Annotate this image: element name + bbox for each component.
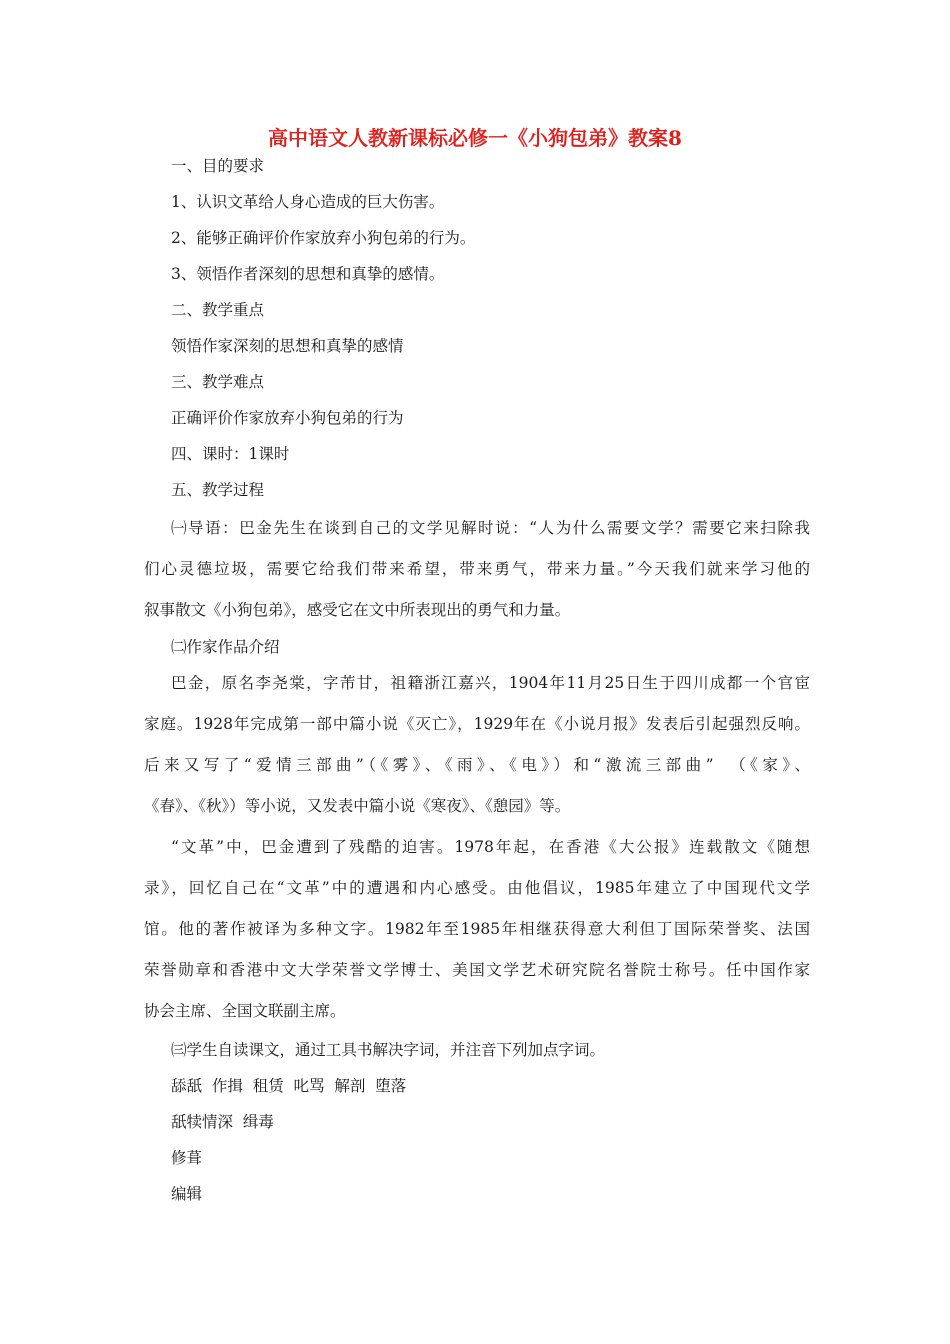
author-heading: ㈡作家作品介绍 [171, 638, 280, 656]
paragraph-line: 馆。他的著作被译为多种文字。1982年至1985年相继获得意大利但丁国际荣誉奖、法国 [144, 920, 810, 938]
key-points-text: 领悟作家深刻的思想和真挚的感情 [171, 337, 404, 355]
section-heading-class-hours: 四、课时：1课时 [171, 445, 290, 463]
paragraph-line: 家庭。1928年完成第一部中篇小说《灭亡》，1929年在《小说月报》发表后引起强烈反响。 [144, 715, 810, 733]
vocab-line: 舐犊情深 缉毒 [171, 1113, 274, 1131]
section-heading-process: 五、教学过程 [171, 481, 265, 499]
bio-paragraph-2 [144, 827, 810, 1032]
section-heading-difficulties: 三、教学难点 [171, 373, 265, 391]
section-heading-objectives: 一、目的要求 [171, 157, 265, 175]
vocab-line: 修葺 [171, 1149, 203, 1167]
objective-item: 2、能够正确评价作家放弃小狗包弟的行为。 [171, 229, 476, 247]
paragraph-line: 们心灵德垃圾，需要它给我们带来希望，带来勇气，带来力量。”今天我们就来学习他的 [144, 560, 810, 578]
difficulties-text: 正确评价作家放弃小狗包弟的行为 [171, 409, 404, 427]
paragraph-line: 录》，回忆自己在“文革”中的遭遇和内心感受。由他倡议，1985年建立了中国现代文学 [144, 879, 810, 897]
objective-item: 1、认识文革给人身心造成的巨大伤害。 [171, 193, 445, 211]
paragraph-line: 《春》、《秋》）等小说，又发表中篇小说《寒夜》、《憩园》等。 [144, 797, 571, 815]
paragraph-line: 协会主席、全国文联副主席。 [144, 1002, 346, 1020]
paragraph-line: 巴金，原名李尧棠，字芾甘，祖籍浙江嘉兴，1904年11月25日生于四川成都一个官宦 [171, 674, 810, 692]
paragraph-line: “文革”中，巴金遭到了残酷的迫害。1978年起，在香港《大公报》连载散文《随想 [171, 838, 810, 856]
paragraph-line: 后来又写了“爱情三部曲”（《雾》、《雨》、《电》）和“激流三部曲” （《家》、 [144, 756, 810, 774]
document-title: 高中语文人教新课标必修一《小狗包弟》教案8 [268, 126, 682, 150]
paragraph-line: 叙事散文《小狗包弟》，感受它在文中所表现出的勇气和力量。 [144, 601, 571, 619]
section-heading-key-points: 二、教学重点 [171, 301, 265, 319]
paragraph-line: ㈠导语：巴金先生在谈到自己的文学见解时说：“人为什么需要文学？需要它来扫除我 [171, 519, 810, 537]
vocab-line: 编辑 [171, 1185, 203, 1203]
bio-paragraph-1 [144, 663, 810, 827]
reading-heading: ㈢学生自读课文，通过工具书解决字词，并注音下列加点字词。 [171, 1041, 606, 1059]
paragraph-line: 荣誉勋章和香港中文大学荣誉文学博士、美国文学艺术研究院名誉院士称号。任中国作家 [144, 961, 810, 979]
intro-paragraph [144, 508, 810, 631]
vocab-line: 舔舐 作揖 租赁 叱骂 解剖 堕落 [171, 1077, 407, 1095]
objective-item: 3、领悟作者深刻的思想和真挚的感情。 [171, 265, 445, 283]
document-body [144, 148, 810, 1212]
